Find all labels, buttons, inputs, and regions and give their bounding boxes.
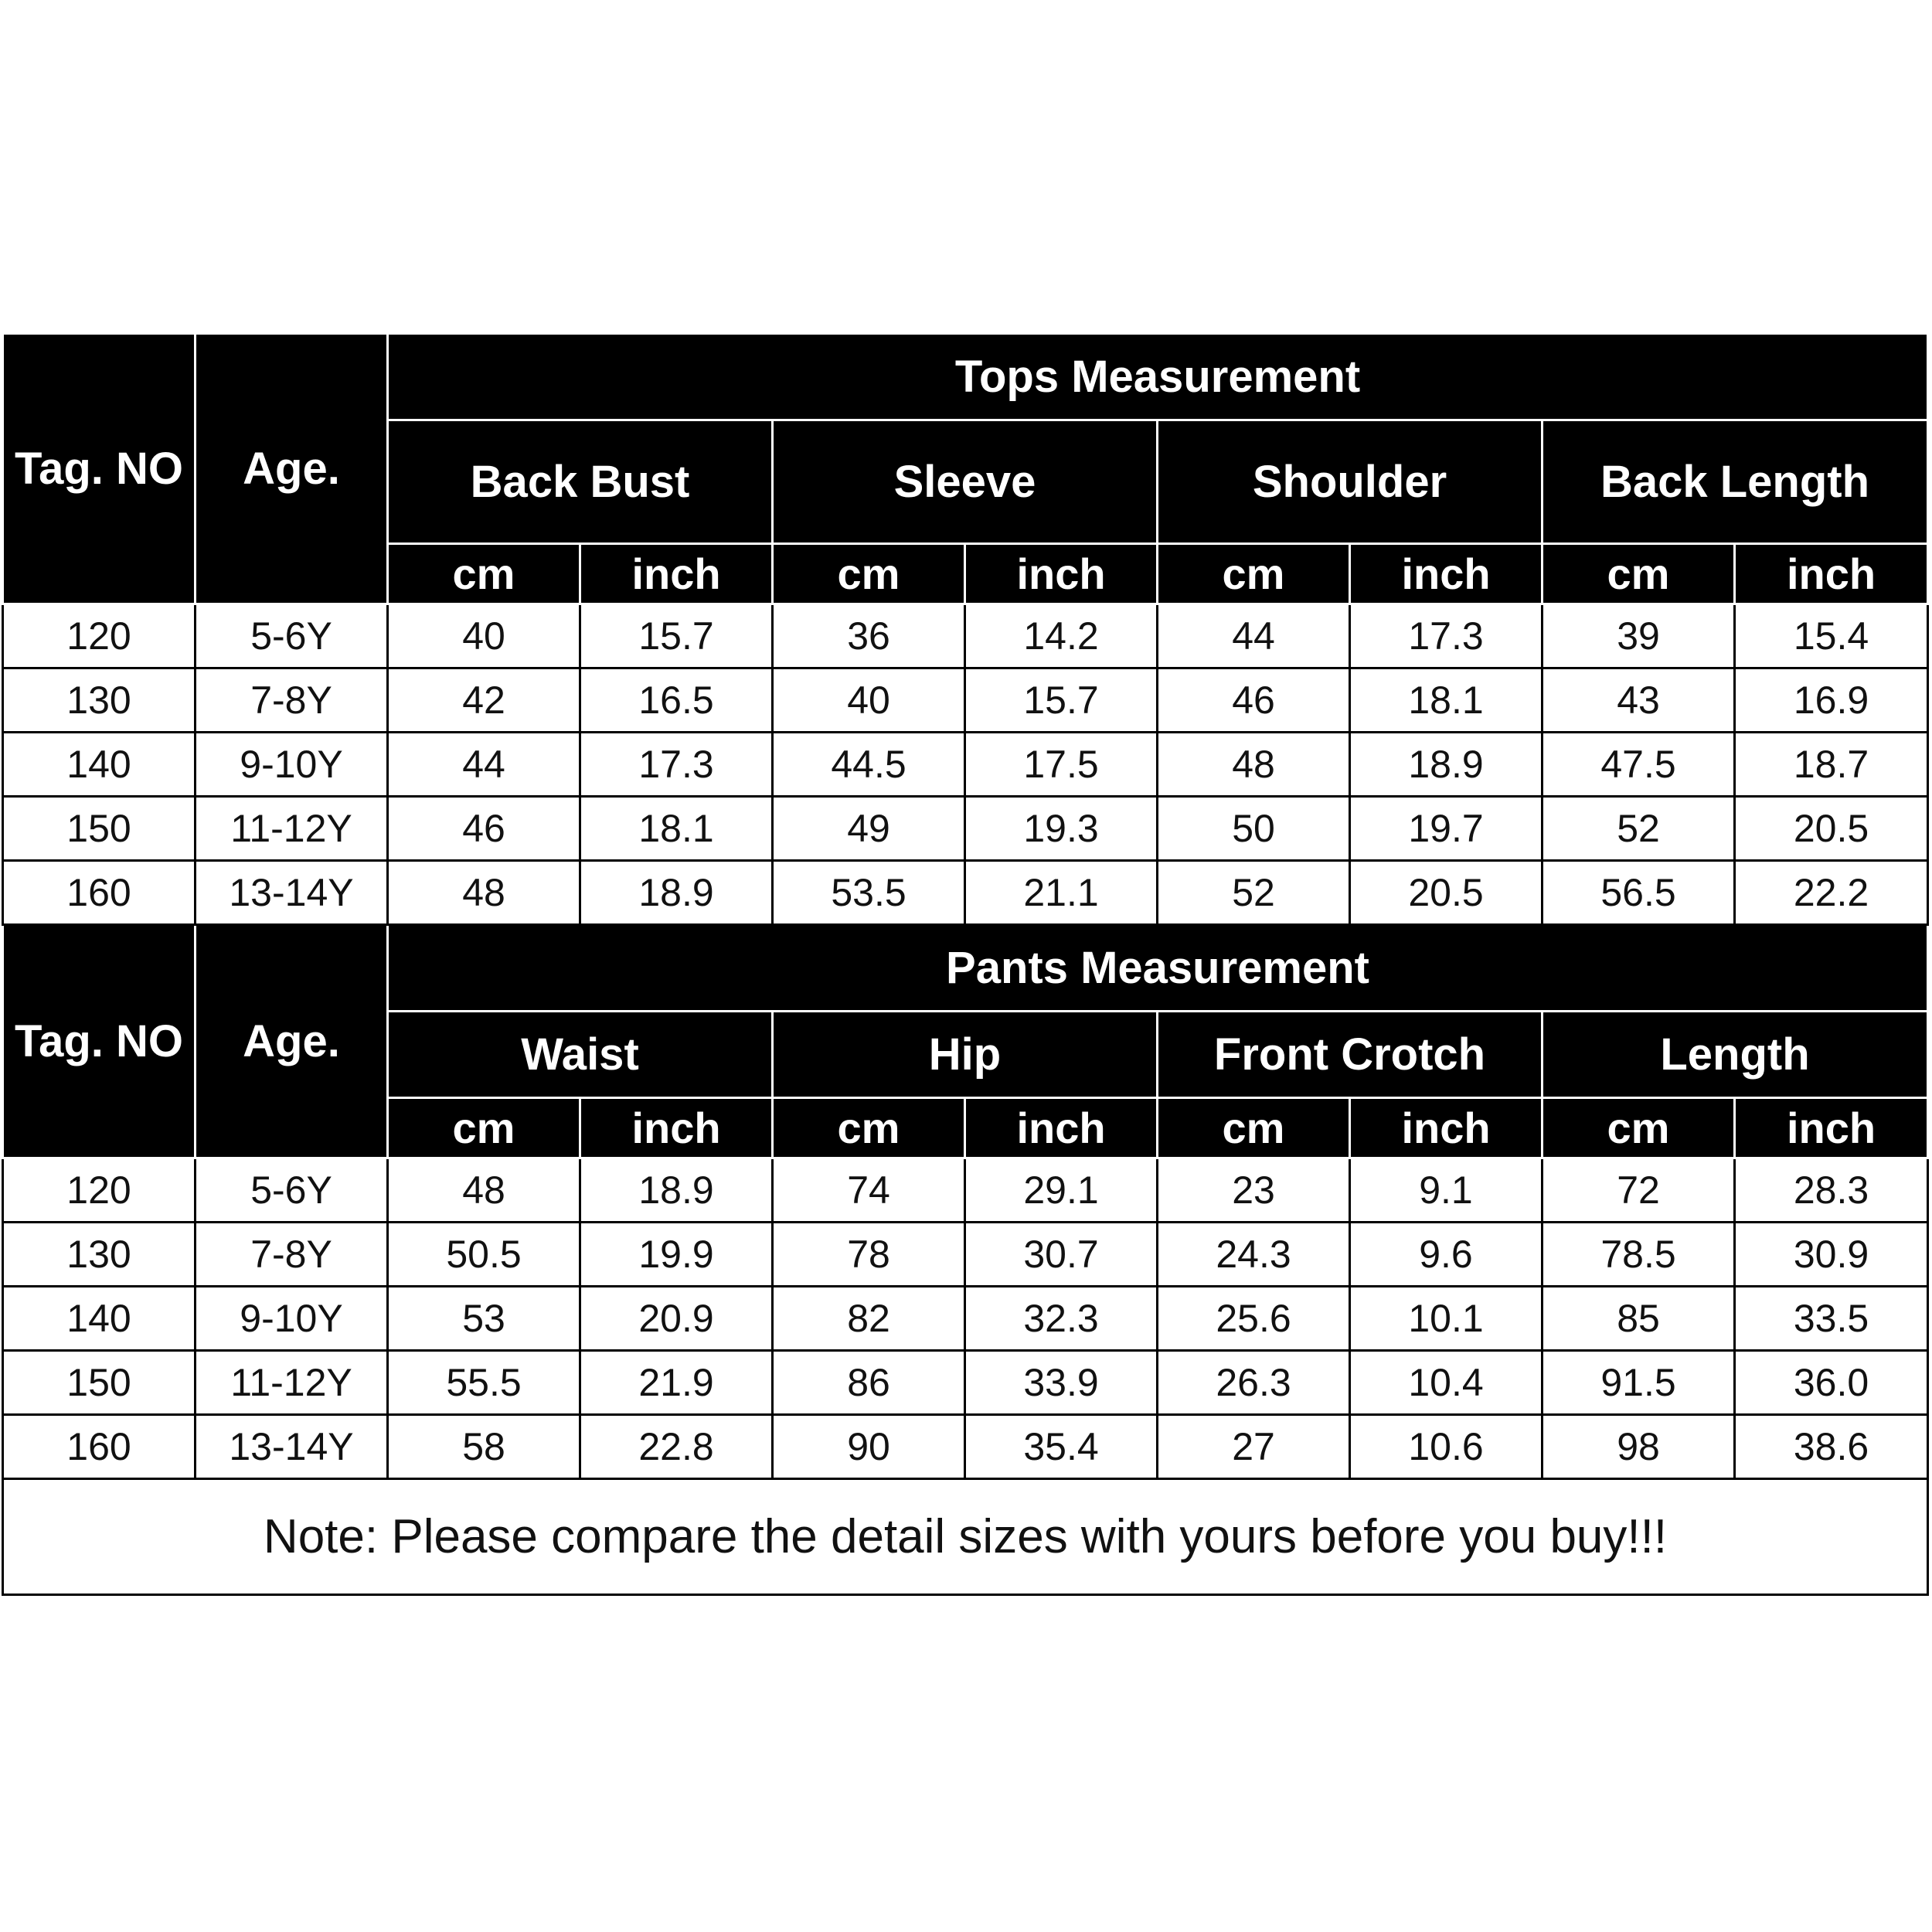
- tops-unit: inch: [1735, 544, 1928, 604]
- pants-section: [3, 925, 1928, 1158]
- tops-unit: cm: [773, 544, 965, 604]
- pants-cell: 18.9: [580, 1158, 773, 1223]
- pants-group-hip: Hip: [773, 1012, 1158, 1098]
- tops-cell: 39: [1543, 604, 1735, 668]
- pants-cell: 130: [3, 1223, 196, 1287]
- pants-cell: 10.6: [1350, 1415, 1543, 1479]
- tops-cell: 49: [773, 797, 965, 861]
- pants-unit: cm: [388, 1098, 580, 1158]
- tops-cell: 16.5: [580, 668, 773, 733]
- pants-cell: 9.6: [1350, 1223, 1543, 1287]
- tops-unit: inch: [580, 544, 773, 604]
- tops-cell: 15.7: [580, 604, 773, 668]
- tops-cell: 140: [3, 733, 196, 797]
- tops-cell: 43: [1543, 668, 1735, 733]
- tops-cell: 160: [3, 861, 196, 925]
- pants-cell: 22.8: [580, 1415, 773, 1479]
- table-row: [3, 861, 1928, 925]
- tops-cell: 47.5: [1543, 733, 1735, 797]
- tops-cell: 56.5: [1543, 861, 1735, 925]
- pants-group-waist: Waist: [388, 1012, 773, 1098]
- tops-cell: 130: [3, 668, 196, 733]
- pants-cell: 30.7: [965, 1223, 1158, 1287]
- tops-cell: 40: [773, 668, 965, 733]
- pants-age-header: Age.: [196, 925, 388, 1158]
- tops-cell: 52: [1158, 861, 1350, 925]
- pants-unit: cm: [1543, 1098, 1735, 1158]
- tops-section: [3, 334, 1928, 604]
- pants-cell: 90: [773, 1415, 965, 1479]
- tops-cell: 50: [1158, 797, 1350, 861]
- tops-cell: 18.7: [1735, 733, 1928, 797]
- tops-cell: 16.9: [1735, 668, 1928, 733]
- pants-cell: 85: [1543, 1287, 1735, 1351]
- pants-cell: 30.9: [1735, 1223, 1928, 1287]
- pants-cell: 55.5: [388, 1351, 580, 1415]
- tops-cell: 44: [388, 733, 580, 797]
- pants-cell: 32.3: [965, 1287, 1158, 1351]
- tops-group-shoulder: Shoulder: [1158, 420, 1543, 544]
- pants-cell: 9.1: [1350, 1158, 1543, 1223]
- tops-cell: 40: [388, 604, 580, 668]
- tops-cell: 20.5: [1735, 797, 1928, 861]
- tops-rows: [3, 604, 1928, 925]
- pants-rows: [3, 1158, 1928, 1479]
- table-row: [3, 1351, 1928, 1415]
- tops-cell: 20.5: [1350, 861, 1543, 925]
- tops-cell: 18.1: [1350, 668, 1543, 733]
- pants-cell: 24.3: [1158, 1223, 1350, 1287]
- note-text: Note: Please compare the detail sizes with yours before you buy!!!: [3, 1479, 1928, 1595]
- table-row: [3, 604, 1928, 668]
- pants-cell: 35.4: [965, 1415, 1158, 1479]
- tops-cell: 17.3: [580, 733, 773, 797]
- pants-cell: 13-14Y: [196, 1415, 388, 1479]
- pants-cell: 78: [773, 1223, 965, 1287]
- tops-cell: 13-14Y: [196, 861, 388, 925]
- pants-group-front-crotch: Front Crotch: [1158, 1012, 1543, 1098]
- tops-cell: 52: [1543, 797, 1735, 861]
- pants-cell: 10.1: [1350, 1287, 1543, 1351]
- pants-unit: cm: [1158, 1098, 1350, 1158]
- pants-cell: 48: [388, 1158, 580, 1223]
- tops-cell: 9-10Y: [196, 733, 388, 797]
- table-row: [3, 1287, 1928, 1351]
- tops-unit: inch: [965, 544, 1158, 604]
- pants-cell: 53: [388, 1287, 580, 1351]
- tops-age-header: Age.: [196, 334, 388, 604]
- pants-cell: 20.9: [580, 1287, 773, 1351]
- size-chart: [2, 332, 1927, 1596]
- tops-group-back-bust: Back Bust: [388, 420, 773, 544]
- tops-tag-header: Tag. NO: [3, 334, 196, 604]
- tops-cell: 5-6Y: [196, 604, 388, 668]
- pants-cell: 9-10Y: [196, 1287, 388, 1351]
- tops-cell: 46: [388, 797, 580, 861]
- table-row: [3, 1223, 1928, 1287]
- tops-group-sleeve: Sleeve: [773, 420, 1158, 544]
- tops-unit: inch: [1350, 544, 1543, 604]
- pants-cell: 140: [3, 1287, 196, 1351]
- tops-cell: 21.1: [965, 861, 1158, 925]
- pants-title: Pants Measurement: [388, 925, 1928, 1012]
- note-section: [3, 1479, 1928, 1595]
- pants-cell: 72: [1543, 1158, 1735, 1223]
- pants-cell: 33.9: [965, 1351, 1158, 1415]
- tops-cell: 17.5: [965, 733, 1158, 797]
- pants-cell: 58: [388, 1415, 580, 1479]
- table-row: [3, 668, 1928, 733]
- tops-cell: 46: [1158, 668, 1350, 733]
- pants-cell: 160: [3, 1415, 196, 1479]
- pants-unit: inch: [965, 1098, 1158, 1158]
- table-row: [3, 733, 1928, 797]
- pants-cell: 29.1: [965, 1158, 1158, 1223]
- pants-cell: 11-12Y: [196, 1351, 388, 1415]
- pants-cell: 21.9: [580, 1351, 773, 1415]
- table-row: [3, 1158, 1928, 1223]
- table-row: [3, 797, 1928, 861]
- pants-cell: 78.5: [1543, 1223, 1735, 1287]
- tops-cell: 44.5: [773, 733, 965, 797]
- tops-cell: 44: [1158, 604, 1350, 668]
- pants-cell: 19.9: [580, 1223, 773, 1287]
- tops-cell: 19.3: [965, 797, 1158, 861]
- pants-unit: inch: [1735, 1098, 1928, 1158]
- pants-cell: 10.4: [1350, 1351, 1543, 1415]
- pants-cell: 50.5: [388, 1223, 580, 1287]
- pants-cell: 98: [1543, 1415, 1735, 1479]
- tops-cell: 18.9: [1350, 733, 1543, 797]
- tops-unit: cm: [1158, 544, 1350, 604]
- tops-cell: 120: [3, 604, 196, 668]
- tops-cell: 15.7: [965, 668, 1158, 733]
- tops-cell: 18.9: [580, 861, 773, 925]
- tops-cell: 48: [1158, 733, 1350, 797]
- tops-cell: 53.5: [773, 861, 965, 925]
- tops-cell: 17.3: [1350, 604, 1543, 668]
- tops-unit: cm: [1543, 544, 1735, 604]
- pants-group-length: Length: [1543, 1012, 1928, 1098]
- tops-cell: 7-8Y: [196, 668, 388, 733]
- pants-cell: 36.0: [1735, 1351, 1928, 1415]
- pants-cell: 7-8Y: [196, 1223, 388, 1287]
- tops-cell: 150: [3, 797, 196, 861]
- pants-cell: 27: [1158, 1415, 1350, 1479]
- pants-cell: 28.3: [1735, 1158, 1928, 1223]
- size-table: [2, 332, 1929, 1596]
- pants-cell: 38.6: [1735, 1415, 1928, 1479]
- tops-title: Tops Measurement: [388, 334, 1928, 420]
- pants-cell: 25.6: [1158, 1287, 1350, 1351]
- pants-cell: 74: [773, 1158, 965, 1223]
- pants-cell: 86: [773, 1351, 965, 1415]
- tops-cell: 15.4: [1735, 604, 1928, 668]
- pants-unit: inch: [580, 1098, 773, 1158]
- pants-unit: inch: [1350, 1098, 1543, 1158]
- pants-cell: 91.5: [1543, 1351, 1735, 1415]
- pants-cell: 5-6Y: [196, 1158, 388, 1223]
- pants-tag-header: Tag. NO: [3, 925, 196, 1158]
- pants-unit: cm: [773, 1098, 965, 1158]
- pants-cell: 82: [773, 1287, 965, 1351]
- tops-cell: 42: [388, 668, 580, 733]
- tops-group-back-length: Back Length: [1543, 420, 1928, 544]
- tops-cell: 48: [388, 861, 580, 925]
- tops-cell: 11-12Y: [196, 797, 388, 861]
- tops-cell: 22.2: [1735, 861, 1928, 925]
- tops-cell: 19.7: [1350, 797, 1543, 861]
- pants-cell: 23: [1158, 1158, 1350, 1223]
- table-row: [3, 1415, 1928, 1479]
- pants-cell: 120: [3, 1158, 196, 1223]
- tops-cell: 36: [773, 604, 965, 668]
- tops-cell: 18.1: [580, 797, 773, 861]
- pants-cell: 33.5: [1735, 1287, 1928, 1351]
- pants-cell: 150: [3, 1351, 196, 1415]
- tops-cell: 14.2: [965, 604, 1158, 668]
- tops-unit: cm: [388, 544, 580, 604]
- pants-cell: 26.3: [1158, 1351, 1350, 1415]
